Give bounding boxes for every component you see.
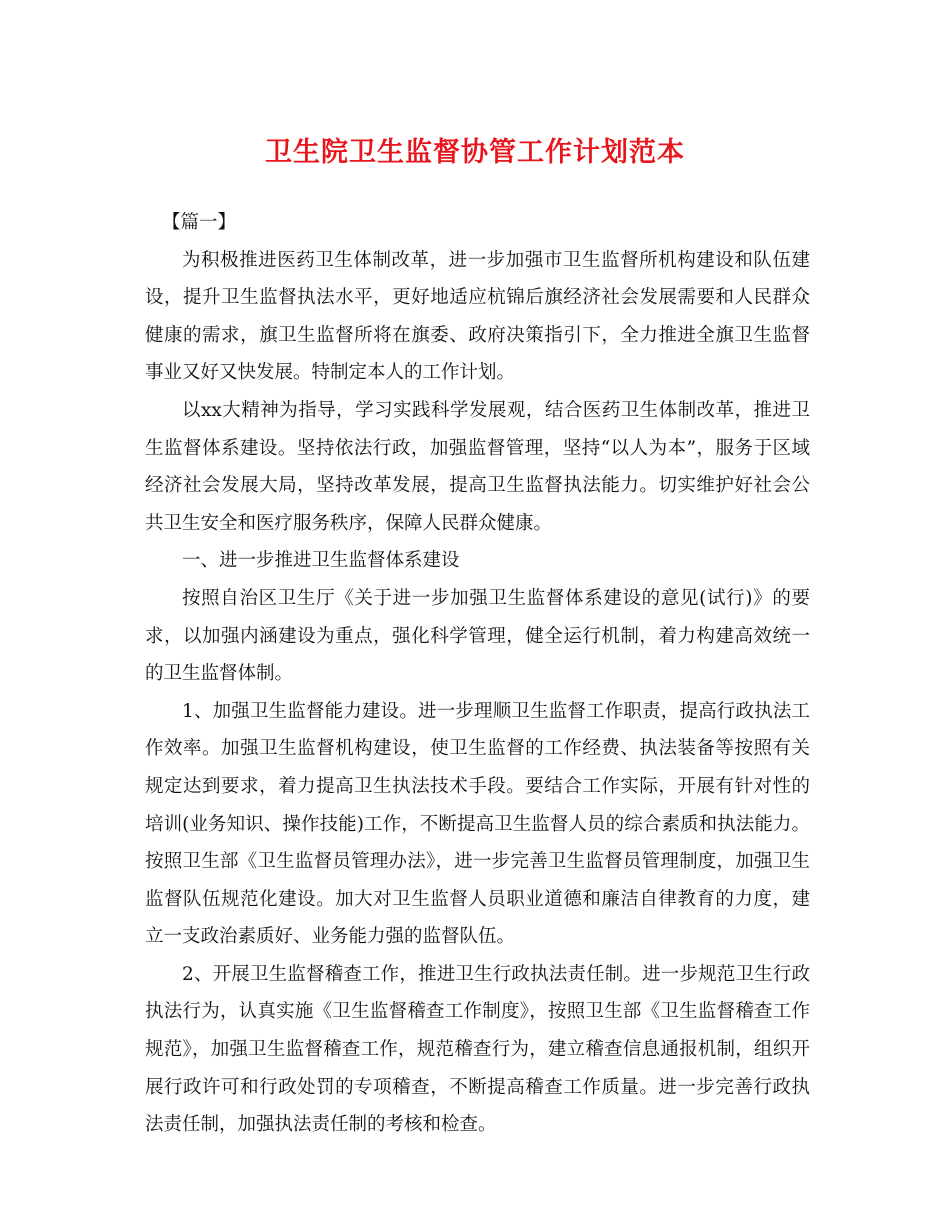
document-body — [145, 204, 810, 1144]
section-heading: 一、进一步推进卫生监督体系建设 — [182, 550, 460, 572]
paragraph: 按照自治区卫生厅《关于进一步加强卫生监督体系建设的意见(试行)》的要求，以加强内涵建设为重点，强化科学管理，健全运行机制，着力构建高效统一的卫生监督体制。 — [145, 587, 810, 685]
section-label: 【篇一】 — [162, 212, 237, 233]
paragraph: 以xx大精神为指导，学习实践科学发展观，结合医药卫生体制改革，推进卫生监督体系建设。坚持依法行政，加强监督管理，坚持“以人为本”，服务于区域经济社会发展大局，坚持改革发展，提高卫生监督执法能力。切实维护好社会公共卫生安全和医疗服务秩序，保障人民群众健康。 — [145, 399, 810, 534]
document-title: 卫生院卫生监督协管工作计划范本 — [265, 137, 685, 168]
paragraph: 为积极推进医药卫生体制改革，进一步加强市卫生监督所机构建设和队伍建设，提升卫生监督执法水平，更好地适应杭锦后旗经济社会发展需要和人民群众健康的需求，旗卫生监督所将在旗委、政府决策指引下，全力推进全旗卫生监督事业又好又快发展。特制定本人的工作计划。 — [145, 249, 810, 384]
paragraph: 2、开展卫生监督稽查工作，推进卫生行政执法责任制。进一步规范卫生行政执法行为，认真实施《卫生监督稽查工作制度》，按照卫生部《卫生监督稽查工作规范》，加强卫生监督稽查工作，规范稽查行为，建立稽查信息通报机制，组织开展行政许可和行政处罚的专项稽查，不断提高稽查工作质量。进一步完善行政执法责任制，加强执法责任制的考核和检查。 — [145, 963, 810, 1136]
paragraph: 1、加强卫生监督能力建设。进一步理顺卫生监督工作职责，提高行政执法工作效率。加强卫生监督机构建设，使卫生监督的工作经费、执法装备等按照有关规定达到要求，着力提高卫生执法技术手段。要结合工作实际，开展有针对性的培训(业务知识、操作技能)工作，不断提高卫生监督人员的综合素质和执法能力。按照卫生部《卫生监督员管理办法》，进一步完善卫生监督员管理制度，加强卫生监督队伍规范化建设。加大对卫生监督人员职业道德和廉洁自律教育的力度，建立一支政治素质好、业务能力强的监督队伍。 — [145, 700, 810, 948]
